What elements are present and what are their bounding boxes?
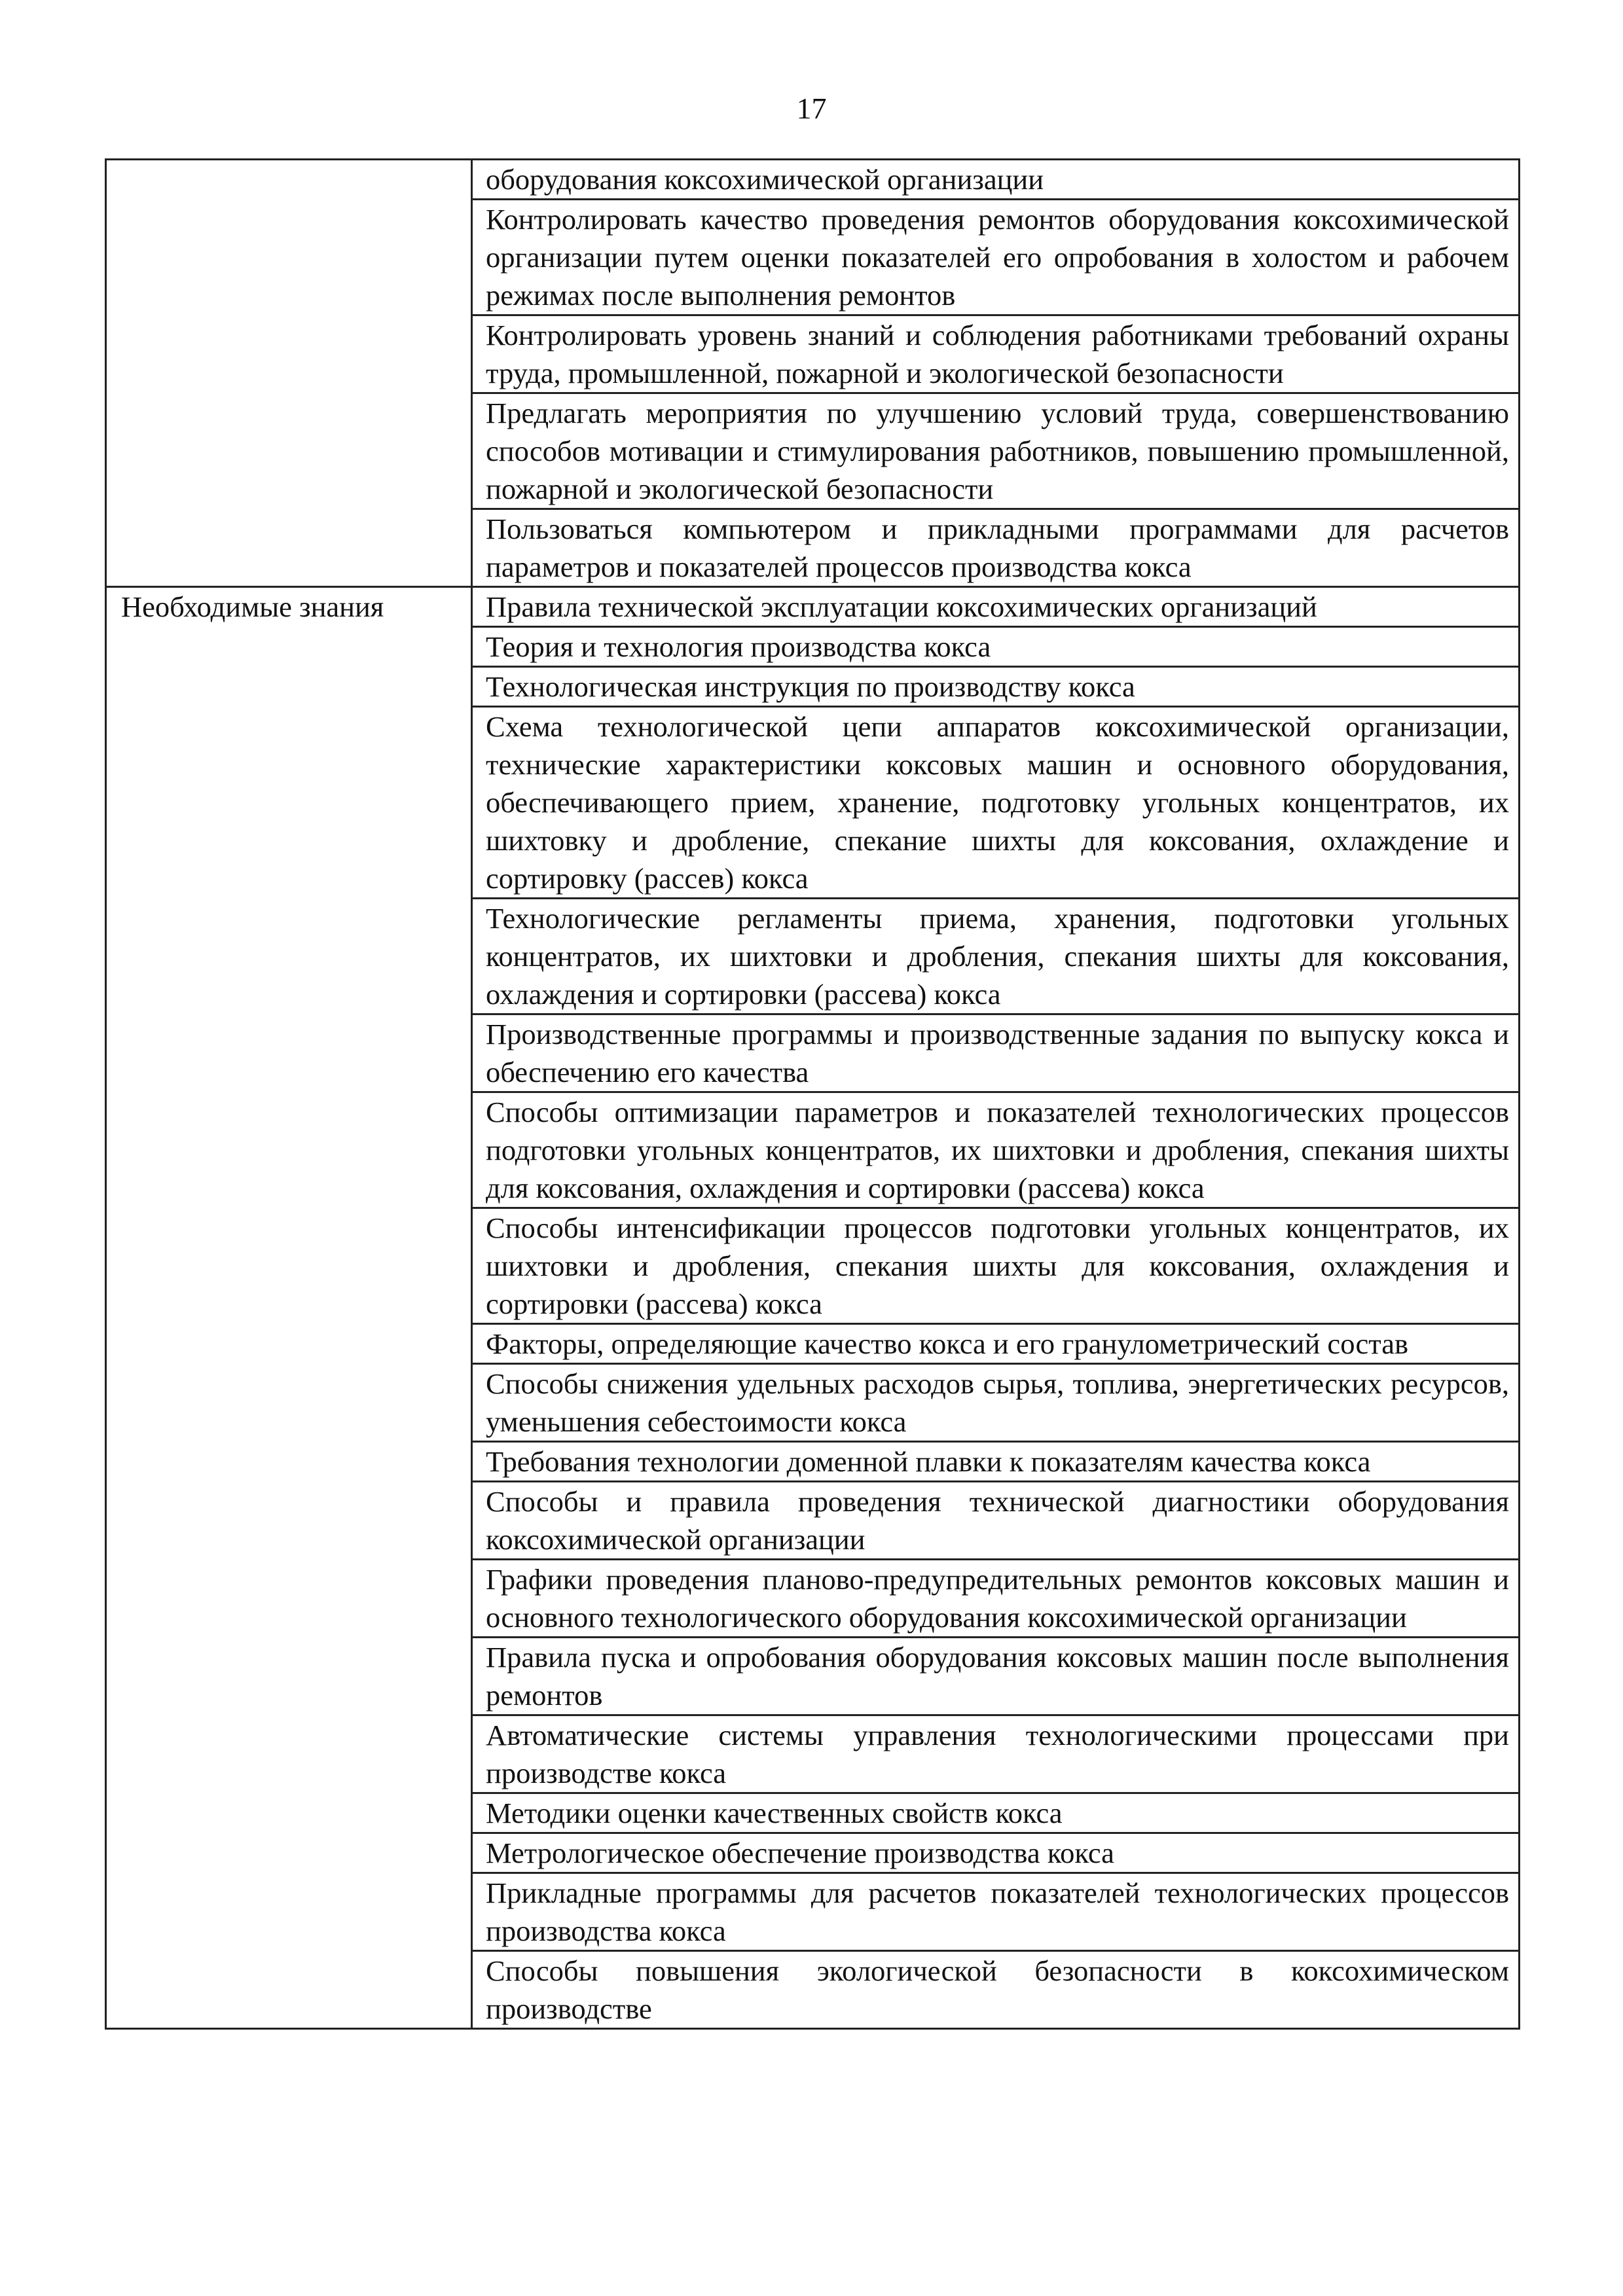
- knowledge-item: Теория и технология производства кокса: [472, 627, 1520, 667]
- knowledge-item: Правила пуска и опробования оборудования коксовых машин после выполнения ремонтов: [472, 1638, 1520, 1715]
- knowledge-item: Способы повышения экологической безопасности в коксохимическом производстве: [472, 1951, 1520, 2029]
- knowledge-item: Технологическая инструкция по производству кокса: [472, 667, 1520, 707]
- knowledge-item: Способы снижения удельных расходов сырья, топлива, энергетических ресурсов, уменьшения себестоимости кокса: [472, 1364, 1520, 1442]
- knowledge-item: Производственные программы и производственные задания по выпуску кокса и обеспечению его качества: [472, 1014, 1520, 1092]
- knowledge-item: Графики проведения планово-предупредительных ремонтов коксовых машин и основного технологического оборудования коксохимической организации: [472, 1560, 1520, 1638]
- skill-item: Пользоваться компьютером и прикладными программами для расчетов параметров и показателей процессов производства кокса: [472, 509, 1520, 587]
- knowledge-item: Методики оценки качественных свойств кокса: [472, 1793, 1520, 1833]
- table-row: [106, 160, 1520, 200]
- skills-label-cell: [106, 160, 472, 587]
- table-row: [106, 587, 1520, 627]
- knowledge-item: Способы оптимизации параметров и показателей технологических процессов подготовки угольных концентратов, их шихтовки и дробления, спекания шихты для коксования, охлаждения и сортировки (рассева) кокса: [472, 1092, 1520, 1208]
- competency-table: [105, 158, 1520, 2030]
- skill-item: Контролировать качество проведения ремонтов оборудования коксохимической организации путем оценки показателей его опробования в холостом и рабочем режимах после выполнения ремонтов: [472, 200, 1520, 315]
- knowledge-item: Требования технологии доменной плавки к показателям качества кокса: [472, 1442, 1520, 1482]
- knowledge-item: Метрологическое обеспечение производства кокса: [472, 1833, 1520, 1873]
- knowledge-item: Схема технологической цепи аппаратов коксохимической организации, технические характеристики коксовых машин и основного оборудования, обеспечивающего прием, хранение, подготовку угольных концентратов, их шихтовку и дробление, спекание шихты для коксования, охлаждение и сортировку (рассев) кокса: [472, 707, 1520, 899]
- skill-item: Контролировать уровень знаний и соблюдения работниками требований охраны труда, промышленной, пожарной и экологической безопасности: [472, 315, 1520, 393]
- knowledge-item: Автоматические системы управления технологическими процессами при производстве кокса: [472, 1715, 1520, 1793]
- knowledge-item: Способы интенсификации процессов подготовки угольных концентратов, их шихтовки и дробления, спекания шихты для коксования, охлаждения и сортировки (рассева) кокса: [472, 1208, 1520, 1324]
- knowledge-item: Технологические регламенты приема, хранения, подготовки угольных концентратов, их шихтовки и дробления, спекания шихты для коксования, охлаждения и сортировки (рассева) кокса: [472, 899, 1520, 1014]
- knowledge-label-cell: Необходимые знания: [106, 587, 472, 2029]
- knowledge-item: Способы и правила проведения технической диагностики оборудования коксохимической организации: [472, 1482, 1520, 1560]
- knowledge-item: Прикладные программы для расчетов показателей технологических процессов производства кокса: [472, 1873, 1520, 1951]
- knowledge-item: Правила технической эксплуатации коксохимических организаций: [472, 587, 1520, 627]
- page-number: 17: [796, 92, 827, 125]
- skill-item: оборудования коксохимической организации: [472, 160, 1520, 200]
- knowledge-item: Факторы, определяющие качество кокса и его гранулометрический состав: [472, 1324, 1520, 1364]
- skill-item: Предлагать мероприятия по улучшению условий труда, совершенствованию способов мотивации и стимулирования работников, повышению промышленной, пожарной и экологической безопасности: [472, 393, 1520, 509]
